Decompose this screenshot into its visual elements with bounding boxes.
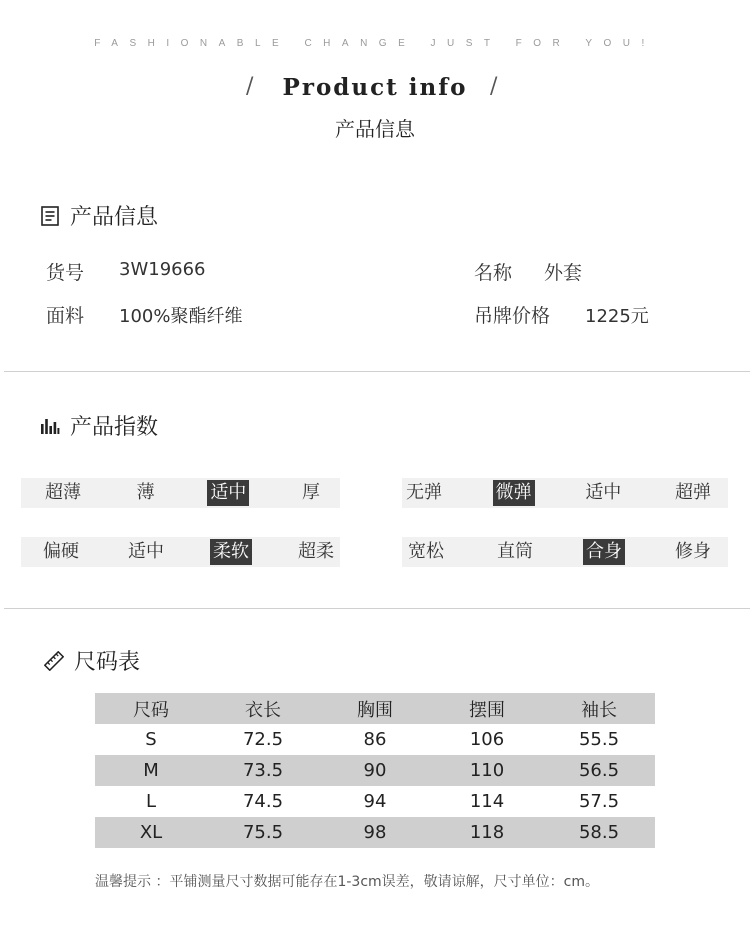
table-cell: 75.5 <box>207 817 319 848</box>
elasticity-scale <box>402 478 728 508</box>
column-header: 尺码 <box>95 693 207 724</box>
fit-scale <box>402 537 728 567</box>
page-title-cn: 产品信息 <box>335 117 415 141</box>
thickness-scale <box>21 478 340 508</box>
ruler-icon <box>44 651 64 671</box>
scale-option-selected: 合身 <box>583 539 625 565</box>
item-no-label: 货号 <box>46 262 85 284</box>
scale-option: 偏硬 <box>43 541 79 562</box>
table-row <box>95 817 655 848</box>
price-label: 吊牌价格 <box>474 305 551 327</box>
tagline: FASHIONABLE CHANGE JUST FOR YOU! <box>94 38 656 49</box>
softness-scale <box>21 537 340 567</box>
table-cell: 73.5 <box>207 755 319 786</box>
table-row <box>95 755 655 786</box>
title-slash-right: / <box>490 74 498 99</box>
column-header: 摆围 <box>431 693 543 724</box>
title-slash-left: / <box>246 74 254 99</box>
product-info-heading-text: 产品信息 <box>70 205 159 230</box>
bar-chart-icon <box>40 416 60 436</box>
scale-option: 超柔 <box>298 541 334 562</box>
table-row <box>95 724 655 755</box>
title-row <box>0 74 750 106</box>
product-index-heading <box>40 410 158 441</box>
scale-option: 超薄 <box>45 482 81 503</box>
table-cell: 55.5 <box>578 729 620 750</box>
size-table <box>95 693 655 848</box>
size-chart-heading <box>44 645 140 676</box>
product-index-heading-text: 产品指数 <box>70 415 159 440</box>
price-value: 1225元 <box>585 306 649 327</box>
table-cell: 72.5 <box>242 729 284 750</box>
table-cell: M <box>95 755 207 786</box>
scale-option: 修身 <box>675 541 711 562</box>
table-cell: 57.5 <box>578 791 620 812</box>
scale-option: 薄 <box>136 482 155 503</box>
table-cell: 56.5 <box>543 755 655 786</box>
table-cell: 90 <box>319 755 431 786</box>
scale-option: 厚 <box>301 482 320 503</box>
size-note: 温馨提示 ：平铺测量尺寸数据可能存在1-3cm误差，敬请谅解，尺寸单位：cm。 <box>95 874 599 890</box>
document-icon <box>40 206 60 226</box>
name-label: 名称 <box>474 262 513 284</box>
table-cell: 114 <box>469 791 505 812</box>
scale-option: 适中 <box>128 541 164 562</box>
scale-option: 直筒 <box>497 541 533 562</box>
scale-option-selected: 柔软 <box>210 539 252 565</box>
fabric-label: 面料 <box>46 305 85 327</box>
name-value: 外套 <box>544 262 583 284</box>
table-cell: 110 <box>431 755 543 786</box>
table-row <box>95 786 655 817</box>
scale-option: 宽松 <box>408 541 444 562</box>
scale-option: 适中 <box>585 482 622 503</box>
column-header: 衣长 <box>207 693 319 724</box>
scale-option-selected: 微弹 <box>493 480 535 506</box>
column-header: 胸围 <box>319 693 431 724</box>
section-divider <box>4 608 750 609</box>
product-info-heading <box>40 200 158 231</box>
section-divider <box>4 371 750 372</box>
table-cell: 86 <box>363 729 387 750</box>
size-table-header <box>95 693 655 724</box>
table-cell: 118 <box>431 817 543 848</box>
table-cell: 58.5 <box>543 817 655 848</box>
table-cell: XL <box>95 817 207 848</box>
scale-option-selected: 适中 <box>207 480 249 506</box>
table-cell: 94 <box>363 791 387 812</box>
fabric-value: 100%聚酯纤维 <box>119 306 243 327</box>
table-cell: 74.5 <box>242 791 284 812</box>
table-cell: S <box>145 729 157 750</box>
table-cell: L <box>145 791 157 812</box>
item-no-value: 3W19666 <box>119 259 206 280</box>
scale-option: 无弹 <box>406 482 442 503</box>
size-chart-heading-text: 尺码表 <box>74 650 141 675</box>
column-header: 袖长 <box>543 693 655 724</box>
page-title-en: Product info <box>282 74 468 101</box>
scale-option: 超弹 <box>674 482 711 503</box>
table-cell: 106 <box>469 729 505 750</box>
table-cell: 98 <box>319 817 431 848</box>
